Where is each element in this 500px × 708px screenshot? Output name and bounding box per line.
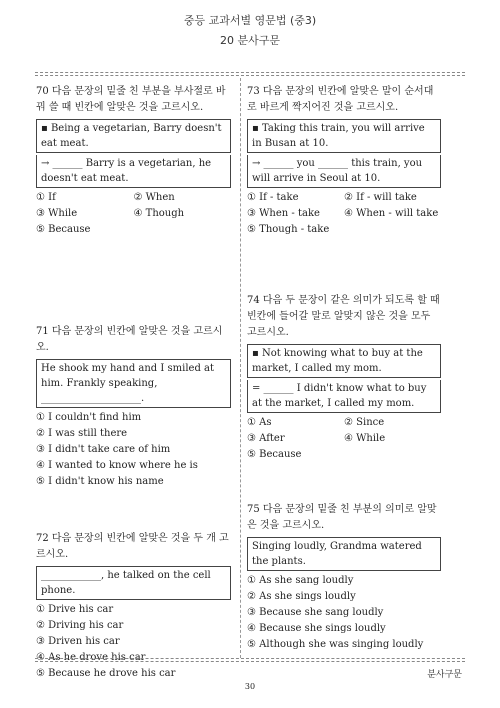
option[interactable]: ③ When - take <box>247 208 320 219</box>
options <box>36 190 231 238</box>
options <box>36 410 231 490</box>
option[interactable]: ⑤ Because <box>36 224 91 235</box>
option[interactable]: ① Drive his car <box>36 604 114 615</box>
option[interactable]: ① If - take <box>247 192 299 203</box>
option[interactable]: ① If <box>36 192 56 203</box>
options <box>247 415 441 463</box>
given-sentence: Singing loudly, Grandma watered the plants. <box>247 537 441 571</box>
column-divider <box>240 78 241 658</box>
question-75 <box>247 502 441 653</box>
option[interactable]: ⑤ Although she was singing loudly <box>247 639 424 650</box>
question-73 <box>247 84 441 238</box>
option[interactable]: ④ I wanted to know where he is <box>36 460 198 471</box>
bottom-divider <box>35 658 465 659</box>
option[interactable]: ③ Because she sang loudly <box>247 607 384 618</box>
option[interactable]: ① As <box>247 417 272 428</box>
given-sentence: He shook my hand and I smiled at him. Frankly speaking, ____________________. <box>36 359 231 408</box>
question-72 <box>36 531 231 682</box>
question-stem: 74 다음 두 문장이 같은 의미가 되도록 할 때 빈칸에 들어갈 말로 알맞지 않은 것을 모두 고르시오. <box>247 295 440 338</box>
option[interactable]: ① I couldn't find him <box>36 412 142 423</box>
option[interactable]: ① As she sang loudly <box>247 575 354 586</box>
option[interactable]: ② When <box>133 192 175 203</box>
section-subtitle: 20 분사구문 <box>220 34 280 47</box>
top-divider <box>35 72 465 73</box>
given-sentence: ▪ Not knowing what to buy at the market, I called my mom. <box>247 344 441 378</box>
option[interactable]: ④ Because she sings loudly <box>247 623 386 634</box>
given-sentence: ____________, he talked on the cell phone. <box>36 566 231 600</box>
option[interactable]: ⑤ Though - take <box>247 224 330 235</box>
options <box>247 190 441 238</box>
options <box>247 573 441 653</box>
given-sentence: ▪ Being a vegetarian, Barry doesn't eat meat. <box>36 119 231 153</box>
option[interactable]: ④ While <box>344 433 386 444</box>
option[interactable]: ② Since <box>344 417 385 428</box>
option[interactable]: ③ I didn't take care of him <box>36 444 171 455</box>
top-divider-2 <box>35 75 465 76</box>
given-sentence: ▪ Taking this train, you will arrive in Busan at 10. <box>247 119 441 153</box>
question-74 <box>247 293 441 463</box>
option[interactable]: ④ When - will take <box>344 208 439 219</box>
option[interactable]: ② Driving his car <box>36 620 124 631</box>
footer-section: 분사구문 <box>427 670 462 680</box>
rewrite-sentence: → ______ Barry is a vegetarian, he doesn't eat meat. <box>36 155 231 188</box>
option[interactable]: ③ While <box>36 208 78 219</box>
page-number: 30 <box>244 682 256 691</box>
option[interactable]: ③ After <box>247 433 285 444</box>
question-stem: 70 다음 문장의 밑줄 친 부분을 부사절로 바꿔 쓸 때 빈칸에 알맞은 것을 고르시오. <box>36 86 226 113</box>
option[interactable]: ⑤ I didn't know his name <box>36 476 164 487</box>
bottom-divider-2 <box>35 661 465 662</box>
option[interactable]: ② As she sings loudly <box>247 591 356 602</box>
question-stem: 75 다음 문장의 밑줄 친 부분의 의미로 알맞은 것을 고르시오. <box>247 504 437 531</box>
page-title: 중등 교과서별 영문법 (중3) <box>183 14 317 27</box>
question-71 <box>36 324 231 490</box>
options <box>36 602 231 682</box>
question-70 <box>36 84 231 238</box>
question-stem: 71 다음 문장의 빈칸에 알맞은 것을 고르시오. <box>36 326 223 353</box>
option[interactable]: ⑤ Because <box>247 449 302 460</box>
rewrite-sentence: = ______ I didn't know what to buy at the market, I called my mom. <box>247 380 441 413</box>
option[interactable]: ② If - will take <box>344 192 417 203</box>
option[interactable]: ③ Driven his car <box>36 636 120 647</box>
option[interactable]: ⑤ Because he drove his car <box>36 668 176 679</box>
option[interactable]: ② I was still there <box>36 428 128 439</box>
option[interactable]: ④ Though <box>133 208 185 219</box>
question-stem: 72 다음 문장의 빈칸에 알맞은 것을 두 개 고르시오. <box>36 533 229 560</box>
question-stem: 73 다음 문장의 빈칸에 알맞은 말이 순서대로 바르게 짝지어진 것을 고르시오. <box>247 86 434 113</box>
rewrite-sentence: → ______ you ______ this train, you will arrive in Seoul at 10. <box>247 155 441 188</box>
option[interactable]: ④ As he drove his car <box>36 652 146 663</box>
